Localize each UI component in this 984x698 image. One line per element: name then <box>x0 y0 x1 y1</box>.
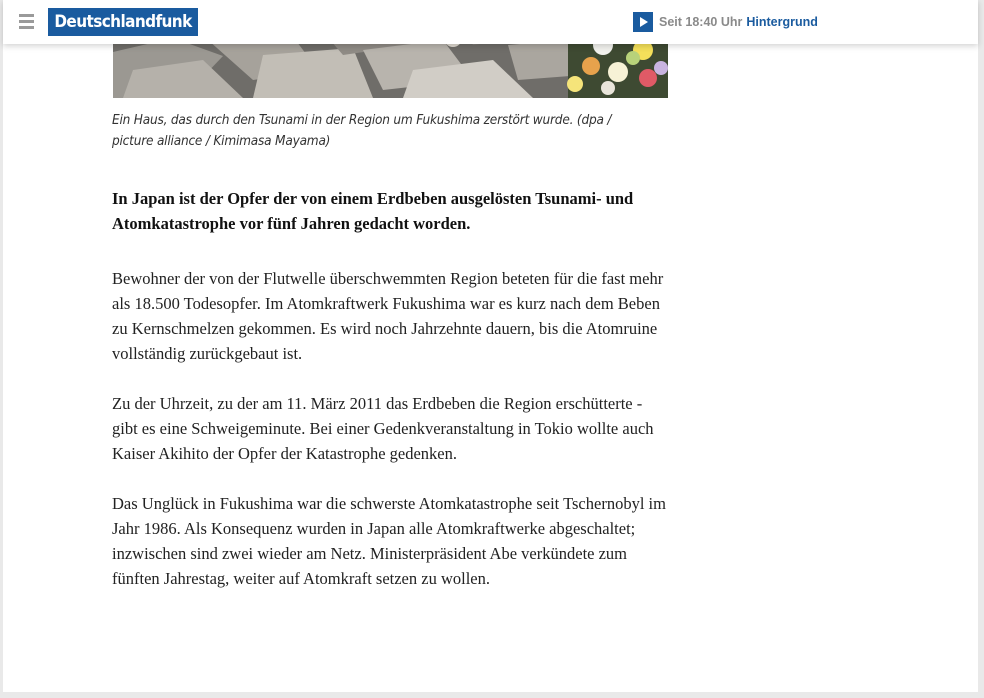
live-time: Seit 18:40 Uhr <box>659 15 743 29</box>
page <box>3 0 978 692</box>
play-icon[interactable] <box>633 12 653 32</box>
article-paragraph: Das Unglück in Fukushima war die schwerste Atomkatastrophe seit Tschernobyl im Jahr 1986. Als Konsequenz wurden in Japan alle Atomkraftwerke abgeschaltet; inzwischen sind zwei wieder am Netz. Ministerpräsident Abe verkündete zum fünften Jahrestag, weiter auf Atomkraft setzen zu wollen. <box>112 494 666 588</box>
article-paragraph: Zu der Uhrzeit, zu der am 11. März 2011 das Erdbeben die Region erschütterte - gibt es eine Schweigeminute. Bei einer Gedenkveranstaltung in Tokio wollte auch Kaiser Akihito der Opfer der Katastrophe gedenken. <box>112 394 654 463</box>
live-program-link[interactable]: Hintergrund <box>746 15 818 29</box>
live-stream-link[interactable] <box>633 12 818 32</box>
hamburger-menu-icon[interactable] <box>19 14 34 29</box>
image-caption: Ein Haus, das durch den Tsunami in der Region um Fukushima zerstört wurde. (dpa / picture alliance / Kimimasa Mayama) <box>112 112 612 149</box>
article-paragraph: Bewohner der von der Flutwelle überschwemmten Region beteten für die fast mehr als 18.500 Todesopfer. Im Atomkraftwerk Fukushima war es kurz nach dem Beben zu Kernschmelzen gekommen. Es wird noch Jahrzehnte dauern, bis die Atomruine vollständig zurückgebaut ist. <box>112 269 664 363</box>
site-logo[interactable]: Deutschlandfunk <box>48 8 198 36</box>
site-header <box>3 0 978 44</box>
article-lead: In Japan ist der Opfer der von einem Erdbeben ausgelösten Tsunami- und Atomkatastrophe vor fünf Jahren gedacht worden. <box>112 189 634 233</box>
